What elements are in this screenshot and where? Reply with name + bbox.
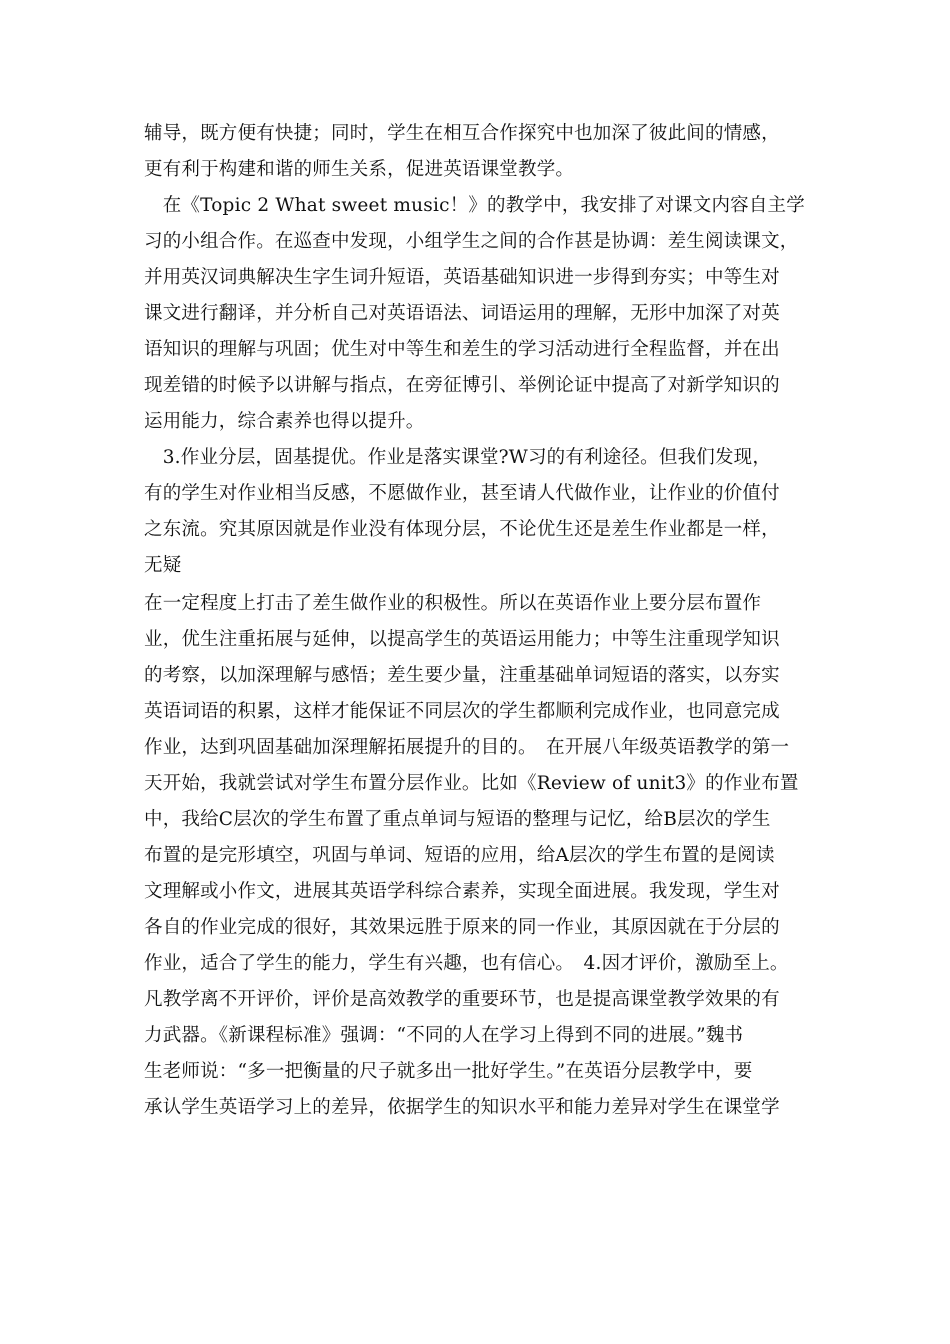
text-line: 辅导，既方便有快捷；同时，学生在相互合作探究中也加深了彼此间的情感，	[144, 123, 780, 144]
text-line: 课文进行翻译，并分析自己对英语语法、词语运用的理解，无形中加深了对英	[144, 303, 780, 324]
text-line: 布置的是完形填空，巩固与单词、短语的应用，给A层次的学生布置的是阅读	[144, 845, 775, 866]
text-line: 运用能力，综合素养也得以提升。	[144, 411, 425, 432]
text-line: 无疑	[144, 555, 182, 576]
text-line: 并用英汉词典解决生字生词升短语，英语基础知识进一步得到夯实；中等生对	[144, 267, 780, 288]
text-line: 作业，适合了学生的能力，学生有兴趣，也有信心。 4.因才评价，激励至上。	[144, 953, 789, 974]
text-line: 生老师说：“多一把衡量的尺子就多出一批好学生。”在英语分层教学中，要	[144, 1061, 753, 1082]
text-line: 力武器。《新课程标准》强调：“不同的人在学习上得到不同的进展。”魏书	[144, 1025, 744, 1046]
text-line: 承认学生英语学习上的差异，依据学生的知识水平和能力差异对学生在课堂学	[144, 1097, 780, 1118]
text-line: 中，我给C层次的学生布置了重点单词与短语的整理与记忆，给B层次的学生	[144, 809, 771, 830]
text-line: 现差错的时候予以讲解与指点，在旁征博引、举例论证中提高了对新学知识的	[144, 375, 780, 396]
text-line: 凡教学离不开评价，评价是高效教学的重要环节，也是提高课堂教学效果的有	[144, 989, 780, 1010]
text-line: 之东流。究其原因就是作业没有体现分层，不论优生还是差生作业都是一样，	[144, 519, 780, 540]
text-line: 语知识的理解与巩固；优生对中等生和差生的学习活动进行全程监督，并在出	[144, 339, 780, 360]
text-line: 习的小组合作。在巡查中发现，小组学生之间的合作甚是协调：差生阅读课文，	[144, 231, 799, 252]
text-line: 在一定程度上打击了差生做作业的积极性。所以在英语作业上要分层布置作	[144, 593, 762, 614]
text-line: 有的学生对作业相当反感，不愿做作业，甚至请人代做作业，让作业的价值付	[144, 483, 780, 504]
text-line: 更有利于构建和谐的师生关系，促进英语课堂教学。	[144, 159, 575, 180]
text-line: 天开始，我就尝试对学生布置分层作业。比如《Review of unit3》的作业布置	[144, 773, 799, 794]
text-line: 作业，达到巩固基础加深理解拓展提升的目的。 在开展八年级英语教学的第一	[144, 737, 790, 758]
text-line: 在《Topic 2 What sweet music！》的教学中，我安排了对课文内容自主学	[144, 195, 805, 216]
text-line: 英语词语的积累，这样才能保证不同层次的学生都顺利完成作业，也同意完成	[144, 701, 780, 722]
text-line: 各自的作业完成的很好，其效果远胜于原来的同一作业，其原因就在于分层的	[144, 917, 780, 938]
text-line: 文理解或小作文，进展其英语学科综合素养，实现全面进展。我发现，学生对	[144, 881, 780, 902]
text-line: 业，优生注重拓展与延伸，以提高学生的英语运用能力；中等生注重现学知识	[144, 629, 780, 650]
text-line: 3.作业分层，固基提优。作业是落实课堂?W习的有利途径。但我们发现，	[144, 447, 772, 468]
text-line: 的考察，以加深理解与感悟；差生要少量，注重基础单词短语的落实，以夯实	[144, 665, 780, 686]
